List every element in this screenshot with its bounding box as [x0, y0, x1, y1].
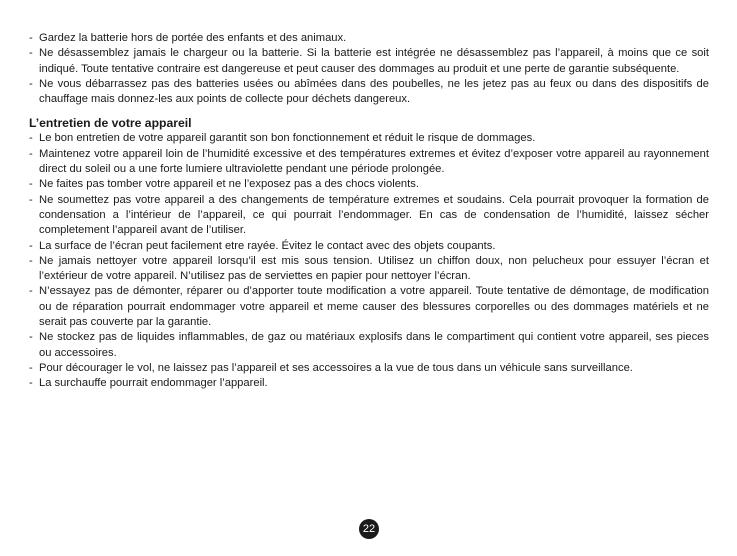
list-item: - Le bon entretien de votre appareil garantit son bon fonctionnement et réduit le risque de dommages. — [29, 131, 709, 146]
maintenance-bullet-list — [29, 131, 709, 391]
list-item: - Maintenez votre appareil loin de l’humidité excessive et des températures extremes et évitez d’exposer votre appareil au rayonnement direct du soleil ou a une forte lumiere ultraviolette pendant une période prolongée. — [29, 147, 709, 178]
list-item: - Gardez la batterie hors de portée des enfants et des animaux. — [29, 31, 709, 46]
list-item: - Ne jamais nettoyer votre appareil lorsqu’il est mis sous tension. Utilisez un chiffon doux, non pelucheux pour essuyer l’écran et l’extérieur de votre appareil. N’utilisez pas de serviettes en papier pour nettoyer l’écran. — [29, 254, 709, 285]
page-number: 22 — [359, 519, 379, 539]
list-item: - La surface de l’écran peut facilement etre rayée. Évitez le contact avec des objets coupants. — [29, 239, 709, 254]
list-item: - N’essayez pas de démonter, réparer ou d’apporter toute modification a votre appareil. Toute tentative de démontage, de modification ou de réparation pourrait endommager votre appareil et meme causer des blessures corporelles ou des dommages matériels et ne serait pas couverte par la garantie. — [29, 284, 709, 330]
list-item: - La surchauffe pourrait endommager l’appareil. — [29, 376, 709, 391]
list-item: - Ne désassemblez jamais le chargeur ou la batterie. Si la batterie est intégrée ne désassemblez pas l’appareil, à moins que ce soit indiqué. Toute tentative contraire est dangereuse et peut causer des dommages au produit et une perte de garantie subséquente. — [29, 46, 709, 77]
list-item: - Pour décourager le vol, ne laissez pas l’appareil et ses accessoires a la vue de tous dans un véhicule sans surveillance. — [29, 361, 709, 376]
section-title: L’entretien de votre appareil — [29, 116, 192, 131]
list-item: - Ne soumettez pas votre appareil a des changements de température extremes et soudains. Cela pourrait provoquer la formation de condensation a l’intérieur de l’appareil, ce qui pourrait l’endommager. En cas de condensation de l’humidité, laissez sécher completement l’appareil avant de l’utiliser. — [29, 193, 709, 239]
document-page — [29, 31, 709, 392]
list-item: - Ne stockez pas de liquides inflammables, de gaz ou matériaux explosifs dans le compartiment qui contient votre appareil, ses pieces ou accessoires. — [29, 330, 709, 361]
list-item: - Ne faites pas tomber votre appareil et ne l’exposez pas a des chocs violents. — [29, 177, 709, 192]
battery-bullet-list — [29, 31, 709, 107]
list-item: - Ne vous débarrassez pas des batteries usées ou abîmées dans des poubelles, ne les jetez pas au feux ou dans des dispositifs de chauffage mais donnez-les aux points de collecte pour déchets dangereux. — [29, 77, 709, 108]
